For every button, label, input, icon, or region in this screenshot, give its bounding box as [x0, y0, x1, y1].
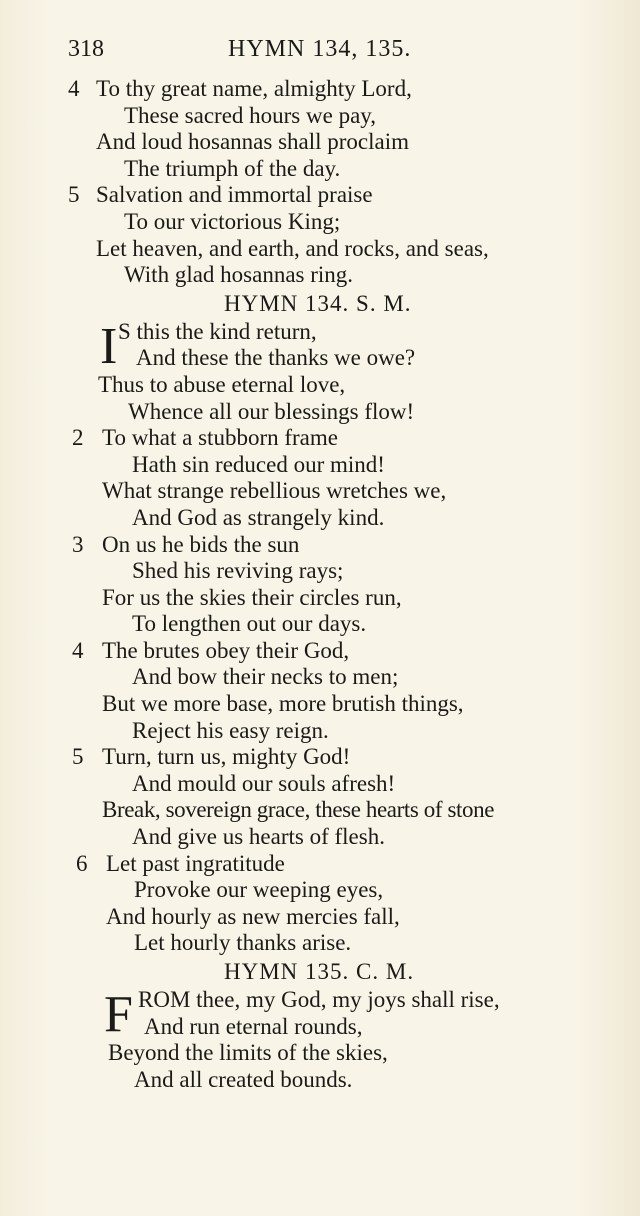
verse-line: [0, 797, 640, 824]
verse-line: [0, 345, 640, 372]
stanza-number: 5: [72, 744, 84, 770]
verse-line: [0, 505, 640, 532]
verse-line: [0, 824, 640, 851]
verse-line: [0, 558, 640, 585]
verse-text: The triumph of the day.: [124, 155, 341, 181]
stanza-number: 5: [68, 182, 80, 208]
verse-text: On us he bids the sun: [102, 531, 300, 557]
verse-line: [0, 877, 640, 904]
hymn-title: [0, 289, 640, 319]
verse-text: ROM thee, my God, my joys shall rise,: [138, 987, 500, 1012]
verse-text: What strange rebellious wretches we,: [102, 478, 447, 504]
verse-text: And mould our souls afresh!: [132, 770, 396, 796]
page-number: 318: [68, 36, 104, 62]
verse-text: Hath sin reduced our mind!: [132, 451, 385, 477]
stanza-number: 2: [72, 425, 84, 451]
verse-line: [0, 1040, 640, 1067]
verse-line: [0, 425, 640, 452]
verse-text: Break, sovereign grace, these hearts of stone: [102, 797, 495, 823]
verse-text: And hourly as new mercies fall,: [106, 903, 400, 929]
verse-text: But we more base, more brutish things,: [102, 691, 464, 717]
verse-line: [0, 478, 640, 505]
verse-line: [0, 611, 640, 638]
verse-text: To thy great name, almighty Lord,: [96, 76, 412, 101]
verse-line: [0, 209, 640, 236]
hymn-title: [0, 957, 640, 987]
verse-text: With glad hosannas ring.: [124, 262, 354, 288]
verse-line: [0, 930, 640, 957]
verse-line: [0, 904, 640, 931]
verse-line: [0, 452, 640, 479]
hymn-title-text: HYMN 135. C. M.: [224, 959, 415, 984]
verse-line: [0, 691, 640, 718]
verse-line: [0, 771, 640, 798]
verse-line: [0, 585, 640, 612]
verse-text: Let hourly thanks arise.: [134, 930, 352, 956]
verse-text: To what a stubborn frame: [102, 425, 338, 451]
verse-text: Turn, turn us, mighty God!: [102, 744, 351, 770]
verse-line: [0, 236, 640, 263]
stanza-number: 4: [68, 76, 80, 101]
verse-text: Shed his reviving rays;: [132, 558, 344, 584]
verse-line: [0, 851, 640, 878]
verse-text: And bow their necks to men;: [132, 664, 399, 690]
verse-text: And give us hearts of flesh.: [132, 824, 385, 850]
verse-line: [0, 103, 640, 130]
verse-text: And loud hosannas shall proclaim: [96, 129, 410, 155]
page-header: [68, 36, 448, 68]
verse-line: [0, 399, 640, 426]
verse-text: And God as strangely kind.: [132, 504, 385, 530]
page-content: [0, 76, 640, 1093]
verse-text: Whence all our blessings flow!: [128, 398, 415, 424]
verse-line: [0, 664, 640, 691]
verse-text: Provoke our weeping eyes,: [134, 877, 384, 903]
verse-text: Beyond the limits of the skies,: [108, 1040, 388, 1066]
verse-line: [0, 156, 640, 183]
verse-text: The brutes obey their God,: [102, 637, 350, 663]
verse-text: And all created bounds.: [134, 1066, 353, 1092]
verse-line: [0, 372, 640, 399]
verse-text: And run eternal rounds,: [144, 1013, 363, 1039]
verse-line: [0, 262, 640, 289]
running-title: HYMN 134, 135.: [228, 36, 412, 62]
verse-line: [0, 744, 640, 771]
verse-line: [0, 718, 640, 745]
verse-text: Let past ingratitude: [106, 850, 285, 876]
stanza-number: 3: [72, 531, 84, 557]
verse-text: And these the thanks we owe?: [136, 345, 416, 371]
verse-text: To our victorious King;: [124, 208, 341, 234]
stanza-number: 4: [72, 637, 84, 663]
verse-text: Thus to abuse eternal love,: [98, 371, 346, 397]
verse-line: [0, 1014, 640, 1041]
verse-text: Salvation and immortal praise: [96, 182, 373, 208]
verse-line: [0, 1067, 640, 1094]
verse-text: To lengthen out our days.: [132, 611, 367, 637]
drop-cap: I: [100, 317, 118, 375]
drop-cap: F: [104, 986, 133, 1043]
verse-text: S this the kind return,: [118, 318, 317, 344]
verse-line: [0, 182, 640, 209]
verse-text: For us the skies their circles run,: [102, 584, 402, 610]
stanza-number: 6: [76, 850, 88, 876]
verse-line: [0, 638, 640, 665]
verse-text: These sacred hours we pay,: [124, 102, 377, 128]
hymn-title-text: HYMN 134. S. M.: [224, 290, 412, 316]
verse-line: [0, 129, 640, 156]
verse-line: [0, 532, 640, 559]
verse-text: Let heaven, and earth, and rocks, and seas,: [96, 235, 489, 261]
verse-text: Reject his easy reign.: [132, 717, 329, 743]
verse-line: [0, 76, 640, 103]
